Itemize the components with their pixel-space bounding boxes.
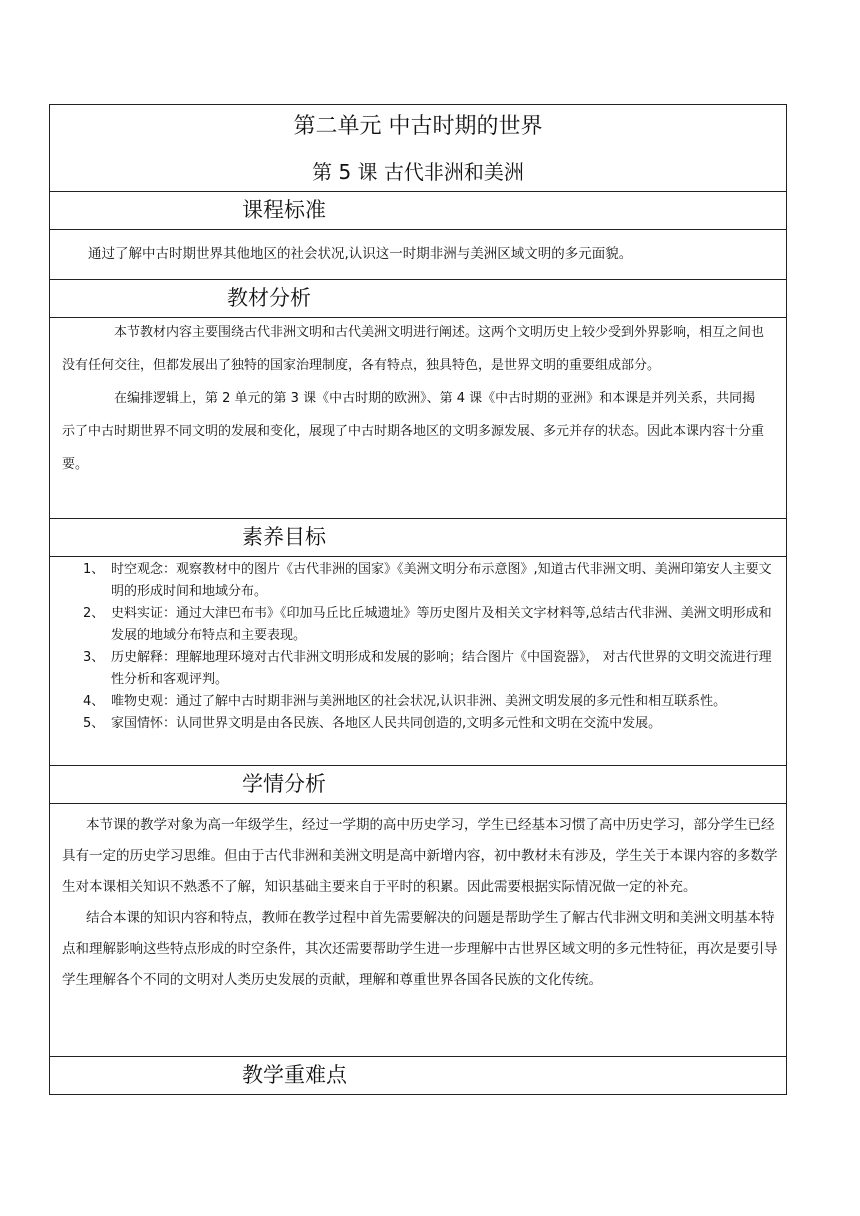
- material-body: [50, 318, 787, 519]
- material-heading: 教材分析: [50, 280, 787, 318]
- goals-body: [50, 557, 787, 766]
- learners-body: [50, 804, 787, 1057]
- goal-item: 3、 历史解释：理解地理环境对古代非洲文明形成和发展的影响；结合图片《中国瓷器》， 对古代世界的文明交流进行理性分析和客观评判。: [83, 650, 772, 687]
- lesson-title: 第 5 课 古代非洲和美洲: [312, 160, 524, 184]
- material-paragraph-1: 本节教材内容主要围绕古代非洲文明和古代美洲文明进行阐述。这两个文明历史上较少受到外界影响，相互之间也没有任何交往，但都发展出了独特的国家治理制度，各有特点，独具特色，是世界文明的重要组成部分。: [62, 325, 765, 373]
- material-paragraph-2: 在编排逻辑上，第 2 单元的第 3 课《中古时期的欧洲》、第 4 课《中古时期的亚洲》和本课是并列关系，共同揭示了中古时期世界不同文明的发展和变化，展现了中古时期各地区的文明多源发展、多元并存的状态。因此本课内容十分重要。: [62, 391, 765, 472]
- goal-item: 2、 史料实证：通过大津巴布韦》《印加马丘比丘城遗址》等历史图片及相关文字材料等,总结古代非洲、美洲文明形成和发展的地域分布特点和主要表现。: [83, 606, 772, 643]
- learners-paragraph-2: 结合本课的知识内容和特点，教师在教学过程中首先需要解决的问题是帮助学生了解古代非洲文明和美洲文明基本特点和理解影响这些特点形成的时空条件，其次还需要帮助学生进一步理解中古世界区域文明的多元性特征，再次是要引导学生理解各个不同的文明对人类历史发展的贡献，理解和尊重世界各国各民族的文化传统。: [62, 910, 778, 988]
- unit-title: 第二单元 中古时期的世界: [293, 114, 543, 139]
- goal-item: 4、 唯物史观：通过了解中古时期非洲与美洲地区的社会状况,认识非洲、美洲文明发展的多元性和相互联系性。: [83, 694, 727, 709]
- goals-heading: 素养目标: [50, 519, 787, 557]
- curriculum-text: 通过了解中古时期世界其他地区的社会状况,认识这一时期非洲与美洲区域文明的多元面貌。: [88, 246, 633, 262]
- goal-item: 1、 时空观念：观察教材中的图片《古代非洲的国家》《美洲文明分布示意图》,知道古代非洲文明、美洲印第安人主要文明的形成时间和地域分布。: [83, 562, 772, 599]
- goal-item: 5、 家国情怀：认同世界文明是由各民族、各地区人民共同创造的,文明多元性和文明在交流中发展。: [83, 716, 662, 731]
- goals-list: [50, 559, 786, 735]
- learners-paragraph-1: 本节课的教学对象为高一年级学生，经过一学期的高中历史学习，学生已经基本习惯了高中历史学习，部分学生已经具有一定的历史学习思维。但由于古代非洲和美洲文明是高中新增内容，初中教材未有涉及，学生关于本课内容的多数学生对本课相关知识不熟悉不了解，知识基础主要来自于平时的积累。因此需要根据实际情况做一定的补充。: [62, 817, 778, 895]
- title-cell: [50, 105, 787, 192]
- learners-heading: 学情分析: [50, 766, 787, 804]
- curriculum-body: [50, 230, 787, 280]
- key-points-heading: 教学重难点: [50, 1057, 787, 1095]
- curriculum-heading: 课程标准: [50, 192, 787, 230]
- lesson-plan-table: [49, 104, 787, 1095]
